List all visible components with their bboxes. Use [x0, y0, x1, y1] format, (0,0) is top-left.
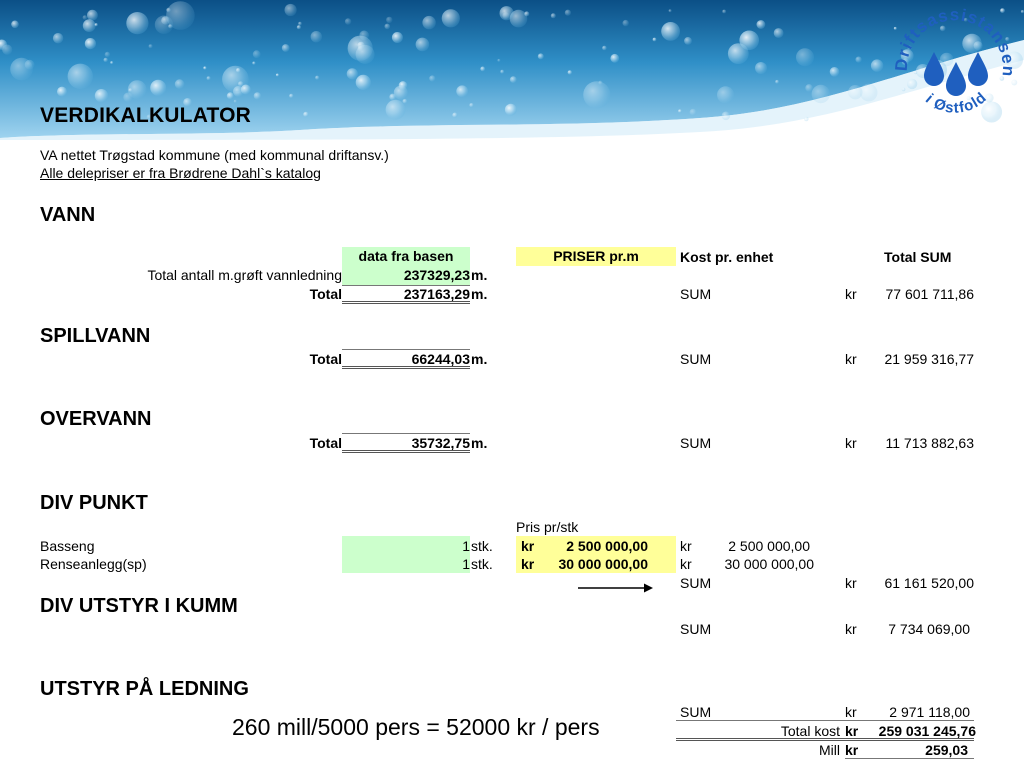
bubble	[155, 16, 173, 34]
bubble	[442, 9, 460, 27]
header-kost-pr-enhet: Kost pr. enhet	[680, 249, 774, 265]
vann-total-value: 237163,29	[403, 286, 470, 302]
bubble	[796, 48, 814, 66]
bubble	[83, 19, 96, 32]
basseng-unit: stk.	[471, 538, 493, 554]
bubble	[276, 74, 279, 77]
svg-text:i Østfold: i Østfold	[922, 88, 991, 117]
bubble	[848, 85, 862, 99]
bubble	[568, 70, 572, 74]
bubble	[126, 12, 148, 34]
header-priser: PRISER pr.m	[516, 247, 676, 266]
bubble	[203, 66, 206, 69]
divider	[676, 720, 974, 721]
bubble	[480, 67, 485, 72]
bubble	[610, 54, 619, 63]
spillvann-total-unit: m.	[471, 351, 488, 367]
overvann-total-value: 35732,75	[411, 435, 470, 451]
bubble	[583, 81, 610, 108]
renseanlegg-label: Renseanlegg(sp)	[40, 556, 147, 572]
bubble	[871, 59, 883, 71]
section-heading-div-utstyr: DIV UTSTYR I KUMM	[40, 595, 238, 617]
bubble	[105, 52, 110, 57]
spillvann-sum-kr: kr	[845, 351, 857, 367]
bubble	[739, 31, 759, 51]
utstyr-ledning-sum-kr: kr	[845, 704, 857, 720]
bubble	[429, 75, 435, 81]
driftsassistansen-logo	[888, 4, 1022, 138]
bubble	[812, 85, 830, 103]
bubble	[298, 22, 302, 26]
svg-text:Driftsassistansen: Driftsassistansen	[891, 5, 1019, 79]
pris-pr-stk-header: Pris pr/stk	[516, 519, 579, 535]
vann-total-unit: m.	[471, 286, 488, 302]
bubble	[289, 94, 293, 98]
spillvann-total-value: 66244,03	[411, 351, 470, 367]
vann-row1-label: Total antall m.grøft vannledning	[147, 267, 342, 283]
bubble	[252, 62, 255, 65]
basseng-kost: 2 500 000,00	[728, 538, 810, 554]
bubble	[774, 28, 784, 38]
vann-sum-kr: kr	[845, 286, 857, 302]
bubble	[95, 89, 108, 102]
bubble	[653, 38, 657, 42]
basseng-label: Basseng	[40, 538, 95, 554]
section-heading-utstyr-ledning: UTSTYR PÅ LEDNING	[40, 678, 249, 700]
bubble	[297, 25, 301, 29]
divider	[342, 285, 470, 286]
bubble	[25, 60, 35, 70]
total-kost-value: 259 031 245,76	[878, 723, 976, 739]
renseanlegg-unit: stk.	[471, 556, 493, 572]
bubble	[830, 67, 840, 77]
bubble	[757, 20, 766, 29]
bubble	[303, 112, 308, 117]
bubble	[285, 4, 297, 16]
header-total-sum: Total SUM	[884, 249, 952, 265]
bubble	[804, 117, 809, 122]
mill-kr: kr	[845, 742, 859, 758]
div-utstyr-sum-kr: kr	[845, 621, 857, 637]
bubble	[505, 104, 517, 116]
spillvann-sum-value: 21 959 316,77	[884, 351, 974, 367]
bubble	[805, 84, 813, 92]
bubble	[456, 85, 468, 97]
overvann-sum-value: 11 713 882,63	[885, 435, 974, 451]
spillvann-sum-label: SUM	[680, 351, 712, 367]
div-punkt-sum-kr: kr	[845, 575, 857, 591]
bubble	[602, 46, 607, 51]
vann-row1-value: 237329,23	[342, 266, 470, 285]
overvann-sum-kr: kr	[845, 435, 857, 451]
spillvann-total-label: Total	[309, 351, 342, 367]
bubble	[53, 33, 63, 43]
mill-value: 259,03	[925, 742, 968, 758]
bubble	[623, 20, 629, 26]
bubble	[856, 57, 862, 63]
bubble	[57, 87, 67, 97]
bubble	[538, 53, 544, 59]
bubble	[356, 45, 375, 64]
bubble	[150, 80, 166, 96]
bubble	[690, 109, 697, 116]
div-utstyr-sum-label: SUM	[680, 621, 712, 637]
bubble	[722, 10, 726, 14]
bubble	[68, 64, 93, 89]
bubble	[452, 113, 457, 118]
bubble	[469, 103, 473, 107]
basseng-kost-kr: kr	[680, 538, 692, 554]
bubble	[565, 10, 571, 16]
bubble	[227, 92, 234, 99]
bubble	[95, 23, 98, 26]
bubble	[83, 15, 88, 20]
bubble	[669, 9, 672, 12]
overvann-total-unit: m.	[471, 435, 488, 451]
bubble	[510, 76, 517, 83]
bubble	[416, 38, 430, 52]
bubble	[403, 99, 408, 104]
bubble	[392, 32, 403, 43]
bubble	[110, 61, 113, 64]
bubble	[207, 76, 211, 80]
renseanlegg-price-kr: kr	[521, 556, 535, 572]
bubble	[347, 68, 358, 79]
section-heading-div-punkt: DIV PUNKT	[40, 492, 148, 514]
bubble	[104, 58, 108, 62]
bubble	[551, 13, 556, 18]
basseng-price-kr: kr	[521, 538, 535, 554]
divider	[342, 301, 470, 304]
total-kost-kr: kr	[845, 723, 859, 739]
mill-label: Mill	[819, 742, 840, 758]
bubble	[175, 79, 185, 89]
bubble	[166, 8, 171, 13]
bubble	[386, 100, 406, 120]
bubble	[717, 86, 734, 103]
bubble	[385, 24, 391, 30]
total-kost-label: Total kost	[780, 723, 840, 739]
bubble	[722, 112, 731, 121]
divider	[342, 366, 470, 369]
bubble	[389, 94, 396, 101]
vann-sum-label: SUM	[680, 286, 712, 302]
renseanlegg-kost-kr: kr	[680, 556, 692, 572]
div-utstyr-sum-value: 7 734 069,00	[888, 621, 970, 637]
bubble	[311, 31, 322, 42]
basseng-price: 2 500 000,00	[566, 538, 648, 554]
header-data-fra-basen: data fra basen	[342, 247, 470, 266]
vann-total-label: Total	[309, 286, 342, 302]
bubble	[85, 38, 96, 49]
bubble	[282, 44, 290, 52]
overvann-total-label: Total	[309, 435, 342, 451]
bubble	[234, 100, 237, 103]
bubble	[755, 62, 767, 74]
bubble	[775, 80, 779, 84]
section-heading-vann: VANN	[40, 204, 96, 226]
utstyr-ledning-sum-label: SUM	[680, 704, 712, 720]
bubble	[253, 50, 261, 58]
overvann-sum-label: SUM	[680, 435, 712, 451]
bubble	[661, 22, 680, 41]
bubble	[678, 109, 682, 113]
div-punkt-sum-label: SUM	[680, 575, 712, 591]
bubble	[345, 18, 351, 24]
bubble	[356, 75, 371, 90]
bubble	[149, 44, 153, 48]
bubble	[422, 16, 435, 29]
renseanlegg-kost: 30 000 000,00	[724, 556, 814, 572]
bubble	[497, 59, 500, 62]
bubble	[87, 10, 98, 21]
bubble	[254, 92, 261, 99]
subtitle: VA nettet Trøgstad kommune (med kommunal driftansv.)	[40, 147, 389, 163]
divider	[845, 758, 974, 759]
bubble	[684, 37, 692, 45]
bubble	[500, 6, 514, 20]
section-heading-overvann: OVERVANN	[40, 408, 152, 430]
renseanlegg-price: 30 000 000,00	[558, 556, 648, 572]
bubble	[524, 11, 529, 16]
renseanlegg-qty: 1	[462, 556, 470, 572]
utstyr-ledning-sum-value: 2 971 118,00	[889, 704, 970, 720]
div-punkt-sum-value: 61 161 520,00	[884, 575, 974, 591]
bubble	[241, 85, 251, 95]
section-heading-spillvann: SPILLVANN	[40, 325, 151, 347]
basseng-qty: 1	[462, 538, 470, 554]
vann-sum-value: 77 601 711,86	[885, 286, 974, 302]
bubble	[315, 76, 319, 80]
catalog-note: Alle delepriser er fra Brødrene Dahl`s katalog	[40, 165, 321, 181]
bubble	[860, 84, 878, 102]
divider	[342, 450, 470, 453]
bubble	[386, 17, 392, 23]
bubble	[11, 21, 19, 29]
vann-row1-unit: m.	[471, 267, 488, 283]
arrow-right-icon	[578, 582, 654, 594]
bubble	[500, 70, 504, 74]
per-person-callout: 260 mill/5000 pers = 52000 kr / pers	[232, 714, 600, 740]
page-title: VERDIKALKULATOR	[40, 104, 252, 127]
bubble	[128, 80, 147, 99]
